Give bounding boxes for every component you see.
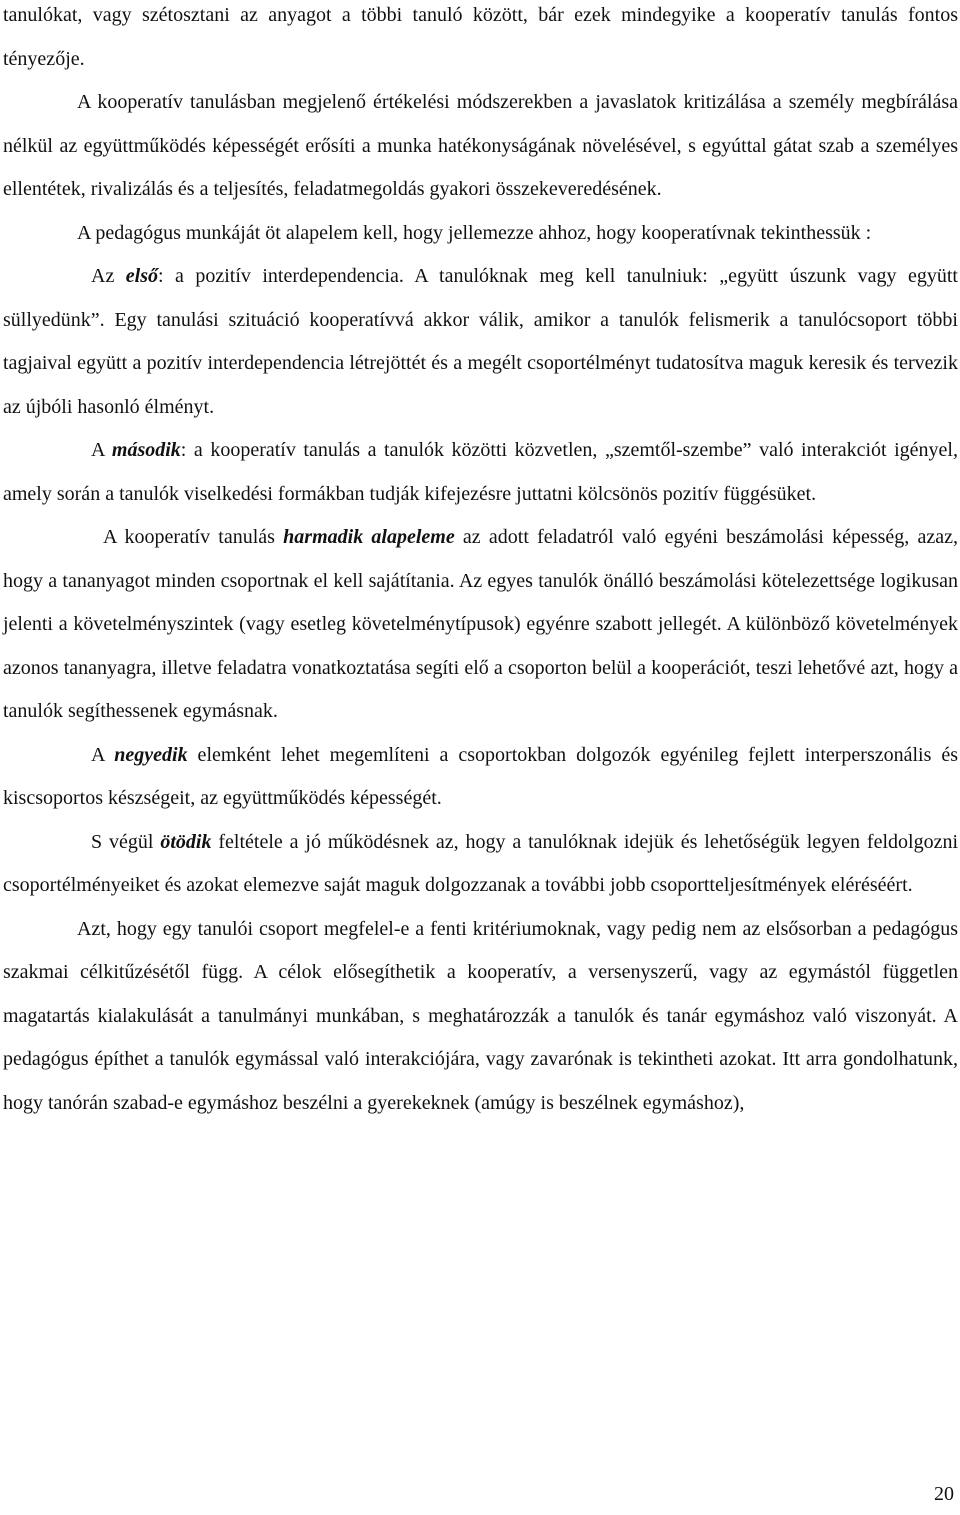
- emphasis-third: harmadik alapeleme: [283, 526, 455, 548]
- paragraph-first-principle: [3, 255, 958, 429]
- text-run: S végül: [91, 830, 161, 853]
- body-text: [3, 0, 958, 1125]
- paragraph-five-principles-intro: [3, 212, 958, 256]
- emphasis-first: első: [125, 265, 158, 287]
- text-run: : a kooperatív tanulás a tanulók közötti közvetlen, „szemtől-szembe” való interakciót igényel, amely során a tanulók viselkedési formákban tudják kifejezésre juttatni kölcsönös pozitív függésüket.: [3, 439, 958, 505]
- emphasis-fourth: negyedik: [114, 743, 188, 766]
- paragraph-group-criteria: [3, 908, 958, 1126]
- text-run: elemként lehet megemlíteni a csoportokban dolgozók egyénileg fejlett interperszonális és kiscsoportos készségeit, az együttműködés képességét.: [3, 743, 958, 809]
- text-run: feltétele a jó működésnek az, hogy a tanulóknak idejük és lehetőségük legyen feldolgozni csoportélményeiket és azokat elemezve saját maguk dolgozzanak a további jobb csoportteljesítmények eléréséért.: [3, 830, 958, 896]
- paragraph-continuation: [3, 0, 958, 81]
- text-run: A kooperatív tanulásban megjelenő értékelési módszerekben a javaslatok kritizálása a személy megbírálása nélkül az együttműködés képességét erősíti a munka hatékonyságának növelésével, s egyúttal gátat szab a személyes ellentétek, rivalizálás és a teljesítés, feladatmegoldás gyakori összekeveredésének.: [3, 91, 958, 200]
- text-run: Az: [91, 265, 126, 287]
- text-run: A pedagógus munkáját öt alapelem kell, hogy jellemezze ahhoz, hogy kooperatívnak tekinthessük :: [77, 221, 872, 244]
- text-run: tanulókat, vagy szétosztani az anyagot a többi tanuló között, bár ezek mindegyike a kooperatív tanulás fontos tényezője.: [3, 4, 958, 70]
- text-run: A kooperatív tanulás: [103, 526, 284, 548]
- paragraph-second-principle: [3, 429, 958, 516]
- page-number: 20: [934, 1483, 954, 1505]
- emphasis-fifth: ötödik: [160, 830, 212, 853]
- paragraph-third-principle: [3, 516, 958, 734]
- text-run: Azt, hogy egy tanulói csoport megfelel-e a fenti kritériumoknak, vagy pedig nem az elsősorban a pedagógus szakmai célkitűzésétől függ. A célok elősegíthetik a kooperatív, a versenyszerű, vagy az egymástól független magatartás kialakulását a tanulmányi munkában, s meghatározzák a tanulók és tanár egymáshoz való viszonyát. A pedagógus építhet a tanulók egymással való interakciójára, vagy zavarónak is tekintheti azokat. Itt arra gondolhatunk, hogy tanórán szabad-e egymáshoz beszélni a gyerekeknek (amúgy is beszélnek egymáshoz),: [3, 917, 958, 1114]
- text-run: az adott feladatról való egyéni beszámolási képesség, azaz, hogy a tananyagot minden csoportnak el kell sajátítania. Az egyes tanulók önálló beszámolási kötelezettsége logikusan jelenti a követelményszintek (vagy esetleg követelménytípusok) egyénre szabott jellegét. A különböző követelmények azonos tananyagra, illetve feladatra vonatkoztatása segíti elő a csoporton belül a kooperációt, teszi lehetővé azt, hogy a tanulók segíthessenek egymásnak.: [3, 526, 958, 722]
- text-run: : a pozitív interdependencia. A tanulóknak meg kell tanulniuk: „együtt úszunk vagy együtt süllyedünk”. Egy tanulási szituáció kooperatívvá akkor válik, amikor a tanulók felismerik a tanulócsoport többi tagjaival együtt a pozitív interdependencia létrejöttét és a megélt csoportélményt tudatosítva maguk keresik és tervezik az újbóli hasonló élményt.: [3, 265, 958, 418]
- paragraph-fifth-principle: [3, 821, 958, 908]
- paragraph-evaluation-methods: [3, 81, 958, 212]
- emphasis-second: második: [111, 439, 181, 461]
- text-run: A: [91, 743, 115, 766]
- text-run: A: [91, 439, 112, 461]
- paragraph-fourth-principle: [3, 734, 958, 821]
